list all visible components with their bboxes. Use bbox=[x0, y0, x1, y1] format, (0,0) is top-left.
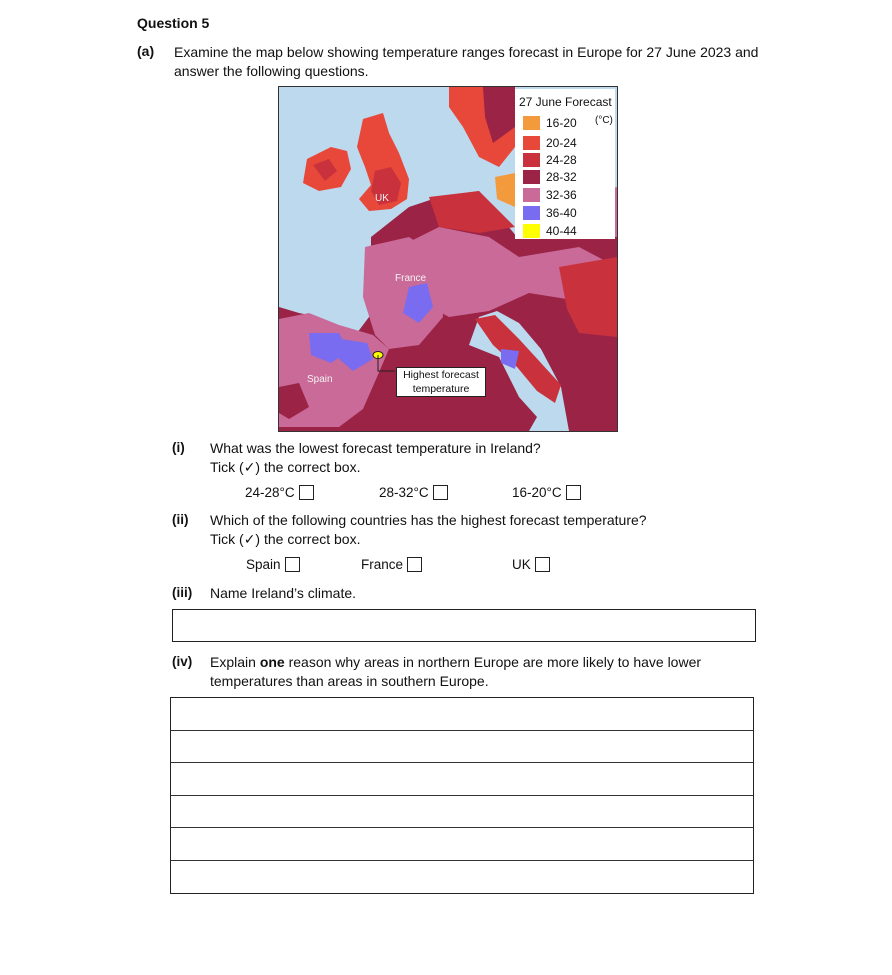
legend-title: 27 June Forecast bbox=[519, 95, 612, 109]
map-legend bbox=[515, 89, 615, 239]
legend-item bbox=[523, 152, 577, 168]
legend-swatch bbox=[523, 136, 540, 150]
option-label: 24-28°C bbox=[245, 485, 295, 500]
option-label: Spain bbox=[246, 557, 281, 572]
q-iv-text-prefix: Explain bbox=[210, 654, 260, 670]
tick-box[interactable] bbox=[433, 485, 448, 500]
q-iv-text bbox=[210, 653, 730, 691]
q-ii-label: (ii) bbox=[172, 512, 189, 527]
legend-unit: (°C) bbox=[595, 115, 613, 126]
tick-box[interactable] bbox=[299, 485, 314, 500]
question-title: Question 5 bbox=[137, 15, 210, 31]
q-iv-text-suffix: reason why areas in northern Europe are more likely to have lower temperatures than areas in southern Europe. bbox=[210, 654, 702, 689]
europe-temperature-map bbox=[278, 86, 618, 432]
q-ii-option-uk[interactable] bbox=[512, 557, 550, 572]
legend-swatch bbox=[523, 153, 540, 167]
highest-temp-callout: Highest forecast temperature bbox=[396, 367, 486, 397]
map-label-spain: Spain bbox=[307, 374, 333, 385]
q-iv-answer-box[interactable] bbox=[170, 697, 754, 894]
legend-item bbox=[523, 135, 577, 151]
q-i-option-1[interactable] bbox=[245, 485, 314, 500]
tick-box[interactable] bbox=[407, 557, 422, 572]
option-label: 16-20°C bbox=[512, 485, 562, 500]
q-ii-instruction: Tick (✓) the correct box. bbox=[210, 531, 361, 547]
answer-line[interactable] bbox=[171, 828, 753, 861]
q-i-label: (i) bbox=[172, 440, 185, 455]
answer-line[interactable] bbox=[171, 796, 753, 829]
legend-label: 24-28 bbox=[546, 153, 577, 167]
legend-label: 28-32 bbox=[546, 170, 577, 184]
legend-swatch bbox=[523, 116, 540, 130]
q-ii-option-spain[interactable] bbox=[246, 557, 300, 572]
map-label-uk: UK bbox=[375, 193, 389, 204]
legend-item bbox=[523, 187, 577, 203]
q-iii-label: (iii) bbox=[172, 585, 193, 600]
part-a-label: (a) bbox=[137, 43, 155, 59]
legend-item bbox=[523, 223, 577, 239]
q-i-option-3[interactable] bbox=[512, 485, 581, 500]
option-label: 28-32°C bbox=[379, 485, 429, 500]
option-label: France bbox=[361, 557, 404, 572]
q-iv-text-bold: one bbox=[259, 654, 285, 670]
legend-swatch bbox=[523, 170, 540, 184]
q-i-text: What was the lowest forecast temperature in Ireland? bbox=[210, 440, 541, 456]
q-iii-text: Name Ireland’s climate. bbox=[210, 585, 357, 601]
q-ii-text: Which of the following countries has the highest forecast temperature? bbox=[210, 512, 647, 528]
q-iii-answer-box[interactable] bbox=[172, 609, 756, 642]
legend-swatch bbox=[523, 224, 540, 238]
tick-box[interactable] bbox=[285, 557, 300, 572]
legend-label: 36-40 bbox=[546, 206, 577, 220]
tick-box[interactable] bbox=[535, 557, 550, 572]
q-iv-label: (iv) bbox=[172, 654, 193, 669]
legend-label: 40-44 bbox=[546, 224, 577, 238]
answer-line[interactable] bbox=[171, 763, 753, 796]
legend-item bbox=[523, 169, 577, 185]
q-ii-option-france[interactable] bbox=[361, 557, 422, 572]
legend-swatch bbox=[523, 206, 540, 220]
legend-label: 16-20 bbox=[546, 116, 577, 130]
map-label-france: France bbox=[395, 273, 427, 284]
answer-line[interactable] bbox=[171, 731, 753, 764]
part-a-text: Examine the map below showing temperature ranges forecast in Europe for 27 June 2023 and answer the following questions. bbox=[174, 44, 759, 79]
answer-line[interactable] bbox=[171, 861, 753, 894]
tick-box[interactable] bbox=[566, 485, 581, 500]
q-i-option-2[interactable] bbox=[379, 485, 448, 500]
legend-item bbox=[523, 205, 577, 221]
legend-swatch bbox=[523, 188, 540, 202]
q-i-instruction: Tick (✓) the correct box. bbox=[210, 459, 361, 475]
legend-label: 20-24 bbox=[546, 136, 577, 150]
legend-label: 32-36 bbox=[546, 188, 577, 202]
option-label: UK bbox=[512, 557, 531, 572]
answer-line[interactable] bbox=[171, 698, 753, 731]
legend-item bbox=[523, 115, 577, 131]
